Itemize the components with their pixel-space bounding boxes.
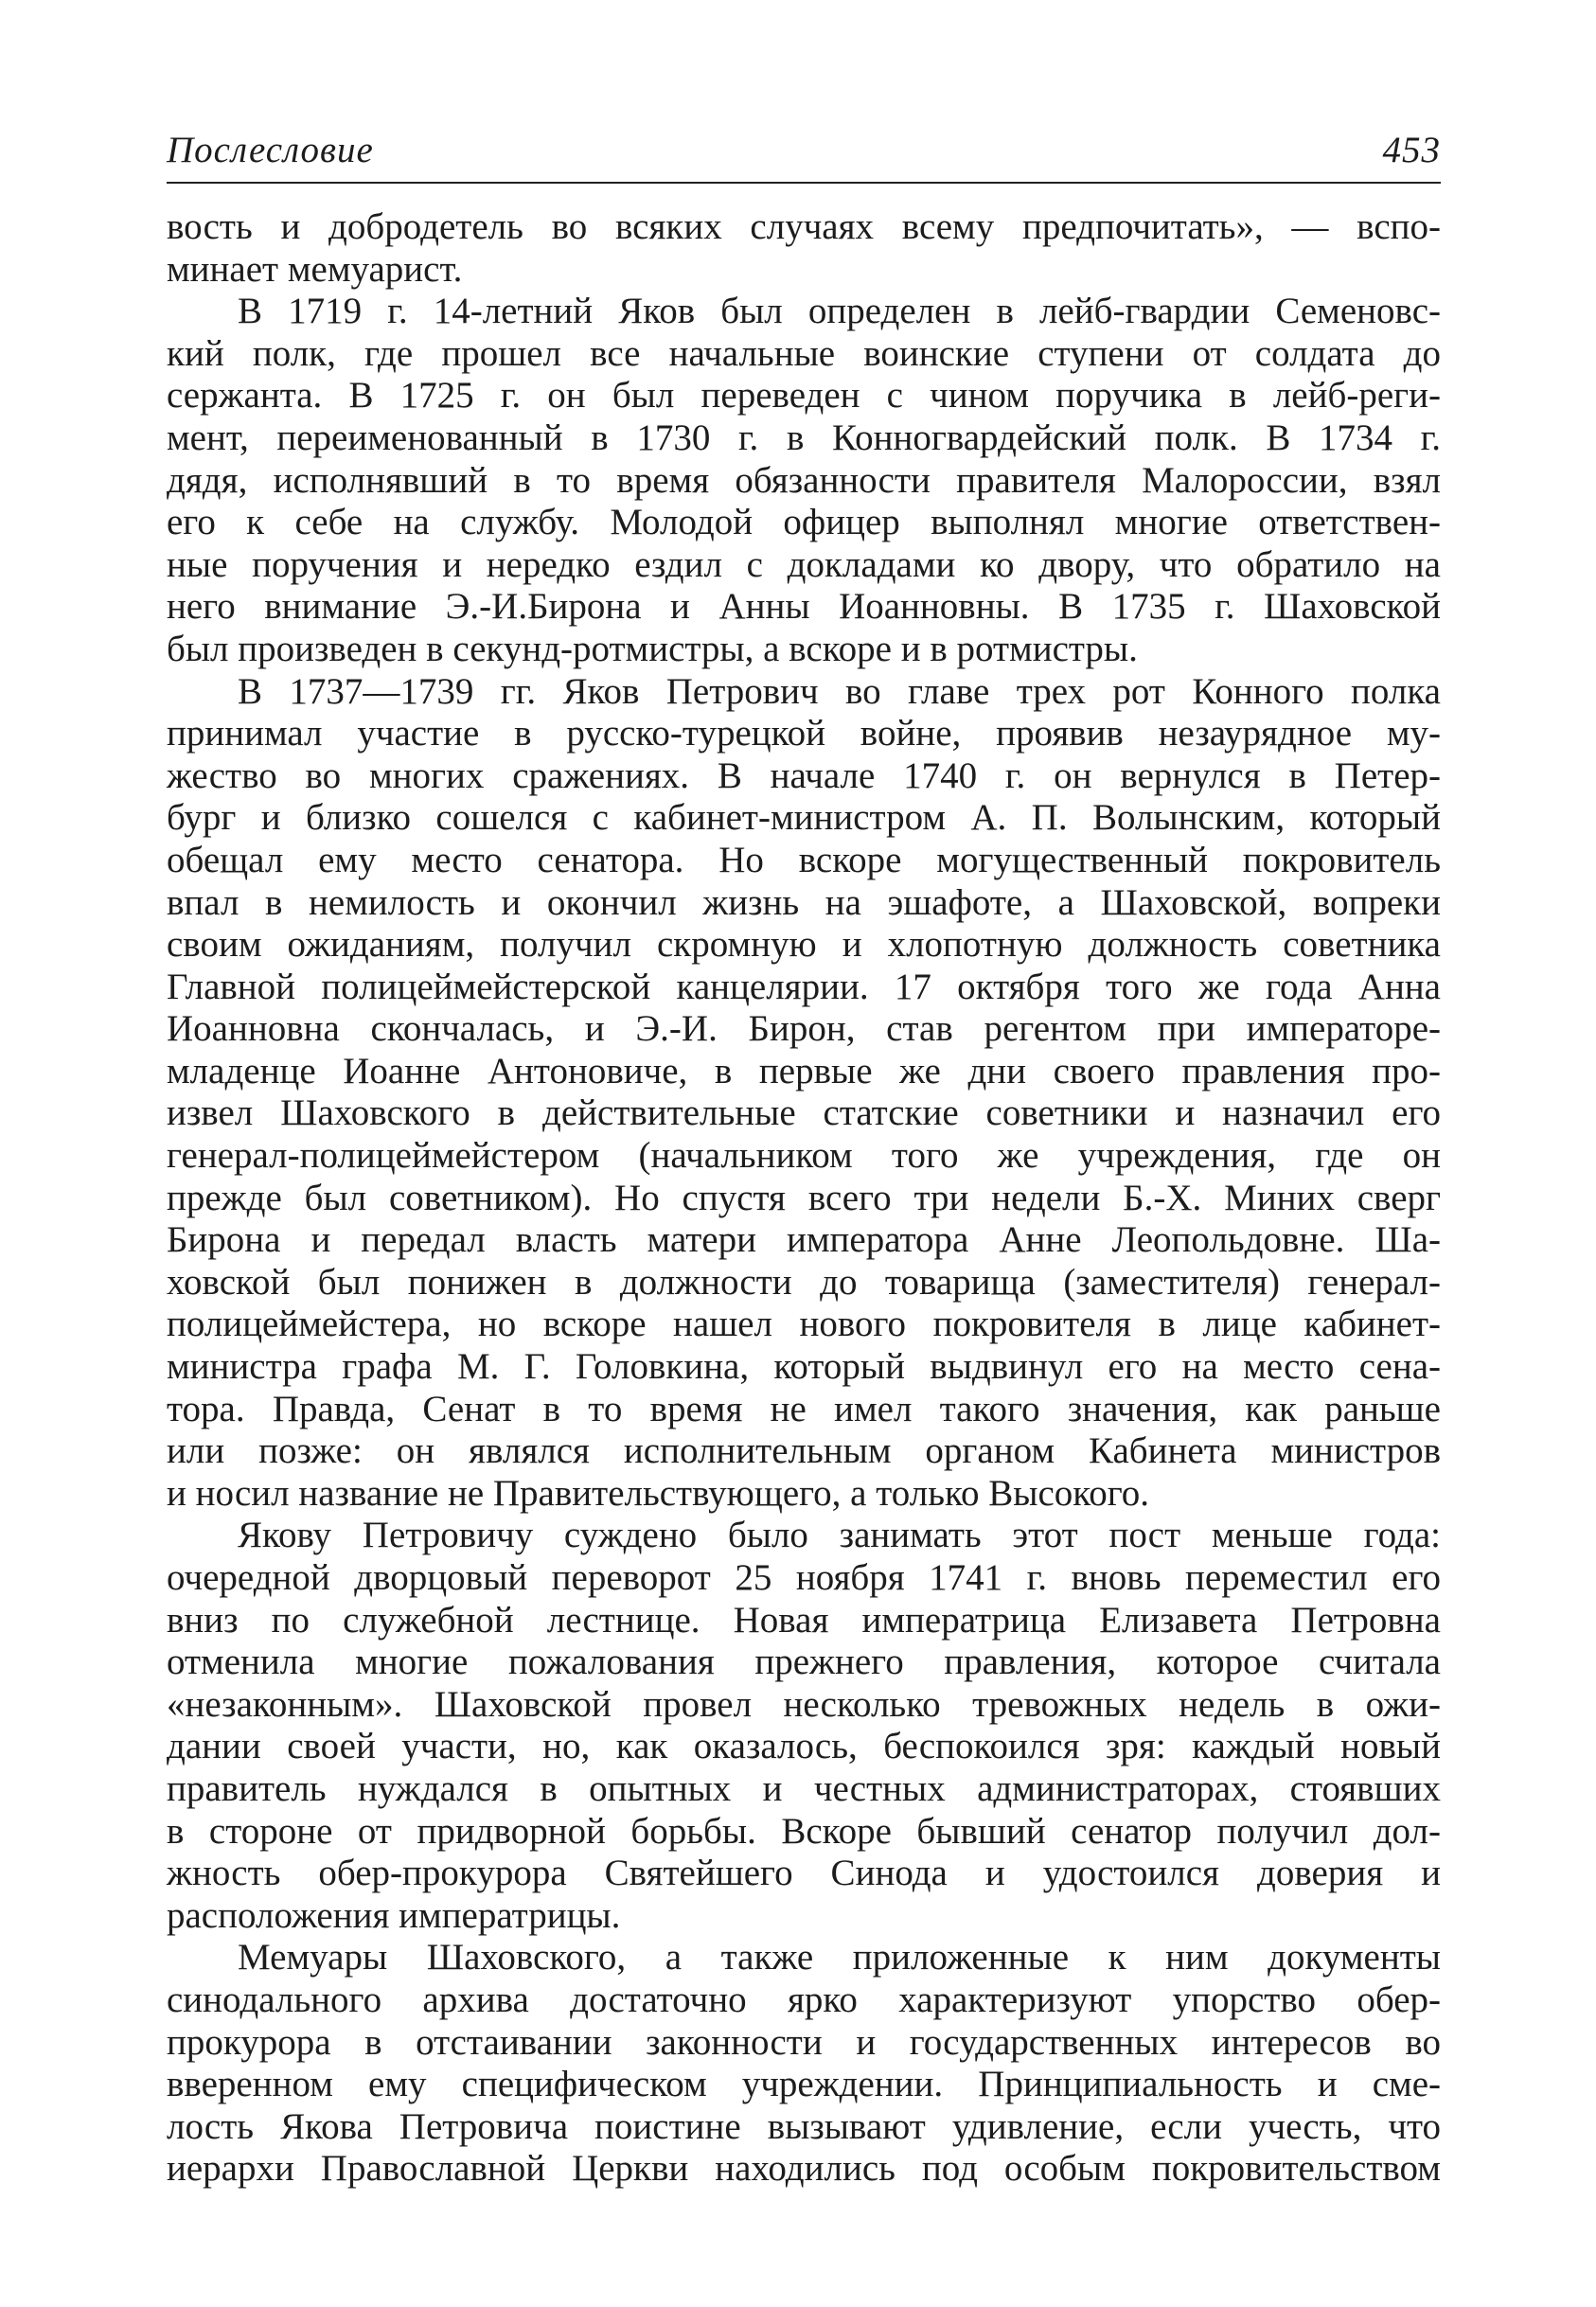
text-line: жность обер-прокурора Святейшего Синода и удостоился доверия и	[167, 1853, 1441, 1894]
page-number: 453	[1382, 130, 1441, 170]
text-line: Якову Петровичу суждено было занимать этот пост меньше года:	[238, 1515, 1441, 1556]
text-line: министра графа М. Г. Головкина, который выдвинул его на место сена-	[167, 1346, 1441, 1388]
text-line: вниз по служебной лестнице. Новая императрица Елизавета Петровна	[167, 1599, 1441, 1641]
text-line: прокурора в отстаивании законности и государственных интересов во	[167, 2021, 1441, 2063]
text-line: расположения императрицы.	[167, 1894, 621, 1936]
text-line: синодального архива достаточно ярко характеризуют упорство обер-	[167, 1979, 1441, 2020]
text-line: жество во многих сражениях. В начале 1740 г. он вернулся в Петер-	[167, 754, 1441, 796]
text-line: Главной полицеймейстерской канцелярии. 17 октября того же года Анна	[167, 966, 1441, 1007]
text-line: очередной дворцовый переворот 25 ноября 1741 г. вновь переместил его	[167, 1557, 1441, 1598]
text-line: ховской был понижен в должности до товарища (заместителя) генерал-	[167, 1261, 1441, 1303]
text-line: полицеймейстера, но вскоре нашел нового покровителя в лице кабинет-	[167, 1304, 1441, 1345]
text-line: сержанта. В 1725 г. он был переведен с чином поручика в лейб-реги-	[167, 375, 1441, 417]
body-text	[167, 206, 1441, 2191]
text-line: ные поручения и нередко ездил с докладами ко двору, что обратило на	[167, 543, 1441, 585]
text-line: и носил название не Правительствующего, а только Высокого.	[167, 1472, 1149, 1514]
text-line: Иоанновна скончалась, и Э.-И. Бирон, став регентом при императоре-	[167, 1008, 1441, 1050]
text-line: отменила многие пожалования прежнего правления, которое считала	[167, 1642, 1441, 1683]
text-line: в стороне от придворной борьбы. Вскоре бывший сенатор получил дол-	[167, 1810, 1441, 1852]
text-line: В 1737—1739 гг. Яков Петрович во главе трех рот Конного полка	[238, 670, 1441, 712]
text-line: лость Якова Петровича поистине вызывают удивление, если учесть, что	[167, 2105, 1441, 2147]
text-line: тора. Правда, Сенат в то время не имел такого значения, как раньше	[167, 1388, 1441, 1429]
book-page	[167, 121, 1441, 2191]
text-line: извел Шаховского в действительные статские советники и назначил его	[167, 1092, 1441, 1134]
text-line: мент, переименованный в 1730 г. в Конногвардейский полк. В 1734 г.	[167, 417, 1441, 458]
text-line: Мемуары Шаховского, а также приложенные к ним документы	[238, 1937, 1441, 1979]
text-line: обещал ему место сенатора. Но вскоре могущественный покровитель	[167, 839, 1441, 880]
text-line: него внимание Э.-И.Бирона и Анны Иоанновны. В 1735 г. Шаховской	[167, 586, 1441, 628]
text-line: дании своей участи, но, как оказалось, беспокоился зря: каждый новый	[167, 1726, 1441, 1767]
text-line: его к себе на службу. Молодой офицер выполнял многие ответствен-	[167, 502, 1441, 543]
text-line: или позже: он являлся исполнительным органом Кабинета министров	[167, 1430, 1441, 1472]
text-line: иерархи Православной Церкви находились под особым покровительством	[167, 2148, 1441, 2190]
text-line: генерал-полицеймейстером (начальником того же учреждения, где он	[167, 1135, 1441, 1177]
text-line: дядя, исполнявший в то время обязанности правителя Малороссии, взял	[167, 459, 1441, 501]
running-title: Послесловие	[167, 130, 374, 170]
text-line: принимал участие в русско-турецкой войне, проявив незаурядное му-	[167, 713, 1441, 754]
running-head	[167, 121, 1441, 184]
text-line: своим ожиданиям, получил скромную и хлопотную должность советника	[167, 924, 1441, 966]
text-line: «незаконным». Шаховской провел несколько тревожных недель в ожи-	[167, 1683, 1441, 1725]
text-line: младенце Иоанне Антоновиче, в первые же дни своего правления про-	[167, 1050, 1441, 1091]
text-line: впал в немилость и окончил жизнь на эшафоте, а Шаховской, вопреки	[167, 881, 1441, 923]
text-line: был произведен в секунд-ротмистры, а вскоре и в ротмистры.	[167, 628, 1138, 669]
text-line: прежде был советником). Но спустя всего три недели Б.-Х. Миних сверг	[167, 1177, 1441, 1218]
text-line: Бирона и передал власть матери императора Анне Леопольдовне. Ша-	[167, 1219, 1441, 1261]
text-line: вость и добродетель во всяких случаях всему предпочитать», — вспо-	[167, 206, 1441, 247]
text-line: бург и близко сошелся с кабинет-министром А. П. Волынским, который	[167, 797, 1441, 839]
text-line: вверенном ему специфическом учреждении. Принципиальность и сме-	[167, 2064, 1441, 2105]
text-line: правитель нуждался в опытных и честных администраторах, стоявших	[167, 1767, 1441, 1809]
text-line: кий полк, где прошел все начальные воинские ступени от солдата до	[167, 332, 1441, 374]
text-line: минает мемуарист.	[167, 248, 463, 290]
text-line: В 1719 г. 14-летний Яков был определен в лейб-гвардии Семеновс-	[238, 291, 1441, 332]
